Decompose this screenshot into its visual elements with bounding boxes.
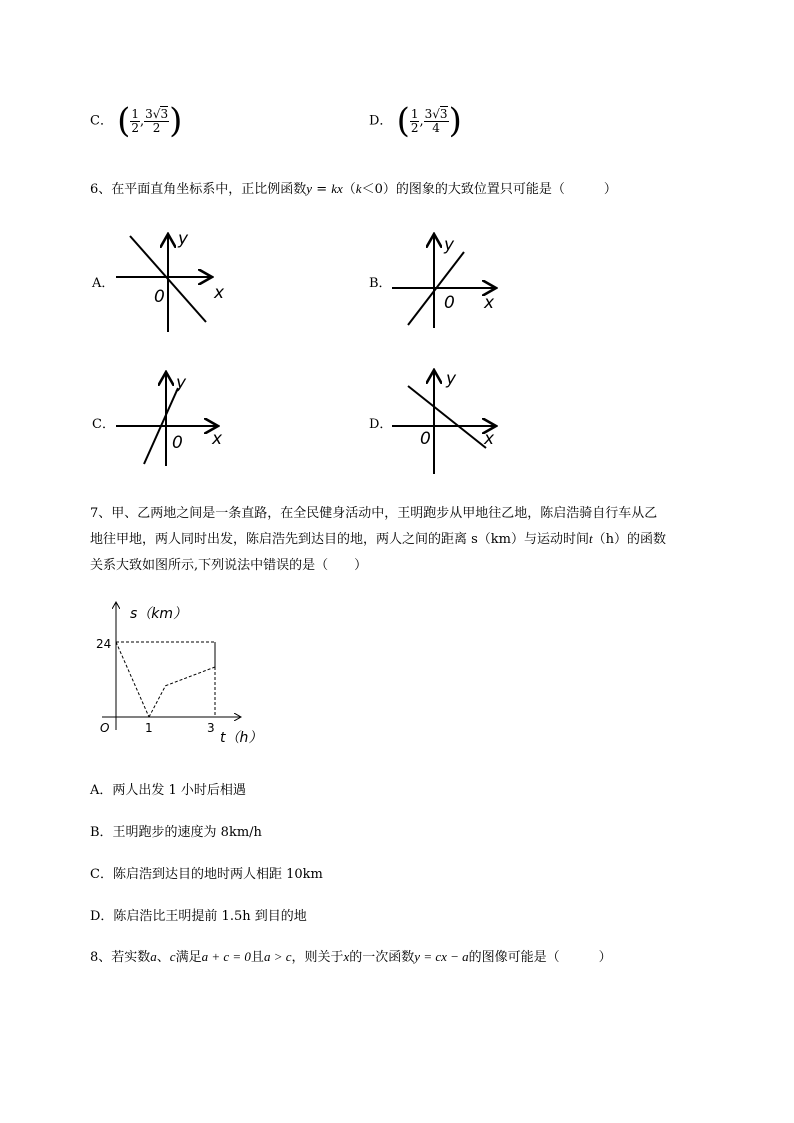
- q7-option-d[interactable]: D．陈启浩比王明提前 1.5h 到目的地: [90, 909, 307, 924]
- fraction: $\frac{3√3}{2}$: [145, 106, 169, 135]
- fraction: $\frac{1}{2}$: [410, 106, 419, 135]
- x-tick-label-3: 3: [207, 721, 215, 735]
- distance-segment-3: [166, 667, 216, 686]
- x-axis-label: x: [212, 429, 223, 449]
- q6-option-c-label[interactable]: C．: [92, 417, 115, 432]
- origin-label: 0: [154, 287, 165, 307]
- x-axis-label: x: [484, 293, 495, 313]
- q6-option-d-graph: [388, 366, 508, 476]
- y-axis-label: y: [446, 369, 457, 389]
- origin-label: 0: [420, 429, 431, 449]
- q6-option-c-graph: [110, 368, 230, 468]
- distance-segment-1: [116, 642, 149, 717]
- q6-option-b-graph: [388, 230, 508, 330]
- fraction: $\frac{3√3}{4}$: [424, 106, 448, 135]
- q6-stem: 6、在平面直角坐标系中，正比例函数y = kx（k＜0）的图象的大致位置只可能是（ ）: [90, 181, 617, 197]
- y-tick-label-24: 24: [96, 637, 112, 651]
- coordinate-expression: ( $\frac{1}{2}$ , $\frac{3√3}{2}$ ): [117, 101, 183, 141]
- q8-stem: 8、若实数a、c满足a + c = 0且a > c，则关于x的一次函数y = cx − a的图像可能是（ ）: [90, 949, 612, 965]
- option-label: D．: [369, 113, 393, 129]
- q6-option-a-graph: [110, 222, 240, 334]
- y-axis-label: y: [178, 229, 189, 249]
- y-axis-label: y: [444, 235, 455, 255]
- q5-option-c[interactable]: [90, 101, 183, 141]
- y-axis-label: s（km）: [130, 606, 188, 622]
- q7-stem-line3: 关系大致如图所示,下列说法中错误的是（ ）: [90, 558, 368, 573]
- q7-stem-line1: 7、甲、乙两地之间是一条直路，在全民健身活动中，王明跑步从甲地往乙地，陈启浩骑自行车从乙: [90, 506, 658, 521]
- origin-label: 0: [444, 293, 455, 313]
- q5-option-d[interactable]: [369, 101, 462, 141]
- q7-option-b[interactable]: B．王明跑步的速度为 8km/h: [90, 825, 262, 840]
- q7-option-a[interactable]: A．两人出发 1 小时后相遇: [90, 783, 246, 798]
- q7-option-c[interactable]: C．陈启浩到达目的地时两人相距 10km: [90, 867, 323, 882]
- x-axis-label: t（h）: [220, 730, 263, 746]
- coordinate-expression: ( $\frac{1}{2}$ , $\frac{3√3}{4}$ ): [396, 101, 462, 141]
- fraction: $\frac{1}{2}$: [131, 106, 139, 135]
- origin-label: O: [100, 721, 110, 735]
- q7-stem-line2: 地往甲地，两人同时出发，陈启浩先到达目的地，两人之间的距离 s（km）与运动时间t（h）的函数: [90, 531, 667, 547]
- q6-option-d-label[interactable]: D．: [369, 417, 393, 432]
- x-tick-label-1: 1: [145, 721, 153, 735]
- option-label: C．: [90, 113, 113, 129]
- q7-distance-time-graph: [92, 598, 282, 750]
- y-axis-label: y: [176, 373, 187, 393]
- q6-option-b-label[interactable]: B．: [369, 276, 392, 291]
- q6-option-a-label[interactable]: A．: [92, 276, 115, 291]
- origin-label: 0: [172, 433, 183, 453]
- x-axis-label: x: [214, 283, 225, 303]
- distance-segment-2: [149, 686, 166, 717]
- x-axis-label: x: [484, 429, 495, 449]
